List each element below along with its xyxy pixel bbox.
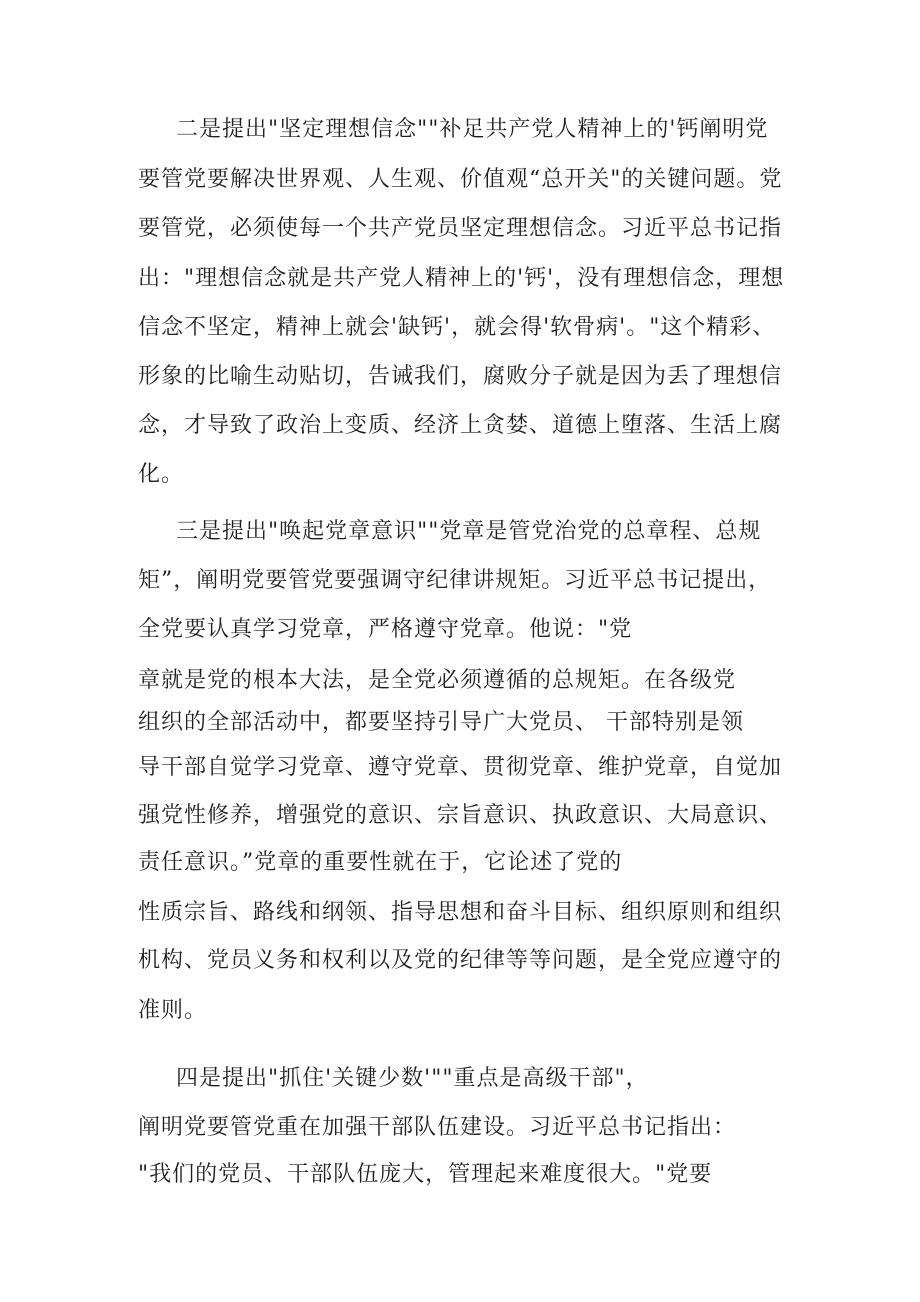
paragraph-2-line-5: 组织的全部活动中，都要坚持引导广大党员、 干部特别是领 — [138, 710, 744, 735]
paragraph-1-line-2: 要管党要解决世界观、人生观、价值观“总开关"的关键问题。党 — [138, 167, 783, 192]
paragraph-1-line-1: 二是提出"坚定理想信念""补足共产党人精神上的'钙阐明党 — [176, 117, 769, 142]
paragraph-1-line-7: 念，才导致了政治上变质、经济上贪婪、道德上堕落、生活上腐 — [138, 413, 783, 438]
paragraph-2-line-10: 机构、党员义务和权利以及党的纪律等等问题，是全党应遵守的 — [138, 948, 783, 973]
paragraph-1-line-3: 要管党，必须使每一个共产党员坚定理想信念。习近平总书记指 — [138, 216, 783, 241]
paragraph-1-line-8: 化。 — [138, 462, 185, 487]
paragraph-2-line-9: 性质宗旨、路线和纲领、指导思想和奋斗目标、组织原则和组织 — [138, 900, 783, 925]
paragraph-2-line-1: 三是提出"唤起党章意识""党章是管党治党的总章程、总规 — [176, 519, 762, 544]
paragraph-1-line-6: 形象的比喻生动贴切，告诫我们，腐败分子就是因为丢了理想信 — [138, 364, 783, 389]
paragraph-3-line-3: "我们的党员、干部队伍庞大，管理起来难度很大。"党要 — [138, 1162, 713, 1187]
paragraph-2-line-3: 全党要认真学习党章，严格遵守党章。他说："党 — [138, 617, 633, 642]
paragraph-2-line-8: 责任意识。”党章的重要性就在于，它论述了党的 — [138, 850, 623, 875]
paragraph-2-line-7: 强党性修养，增强党的意识、宗旨意识、执政意识、大局意识、 — [138, 803, 783, 828]
paragraph-2-line-4: 章就是党的根本大法，是全党必须遵循的总规矩。在各级党 — [138, 668, 737, 693]
paragraph-1-line-5: 信念不坚定，精神上就会'缺钙'，就会得'软骨病'。"这个精彩、 — [138, 315, 776, 340]
paragraph-2-line-6: 导干部自觉学习党章、遵守党章、贯彻党章、维护党章，自觉加 — [138, 755, 783, 780]
paragraph-3-line-2: 阐明党要管党重在加强干部队伍建设。习近平总书记指出： — [138, 1115, 737, 1140]
paragraph-1-line-4: 出："理想信念就是共产党人精神上的'钙'，没有理想信念，理想 — [138, 266, 785, 291]
paragraph-2-line-11: 准则。 — [138, 998, 208, 1023]
paragraph-2-line-2: 矩”，阐明党要管党要强调守纪律讲规矩。习近平总书记提出， — [138, 568, 772, 593]
paragraph-3-line-1: 四是提出"抓住'关键少数'""重点是高级干部"， — [176, 1066, 649, 1091]
